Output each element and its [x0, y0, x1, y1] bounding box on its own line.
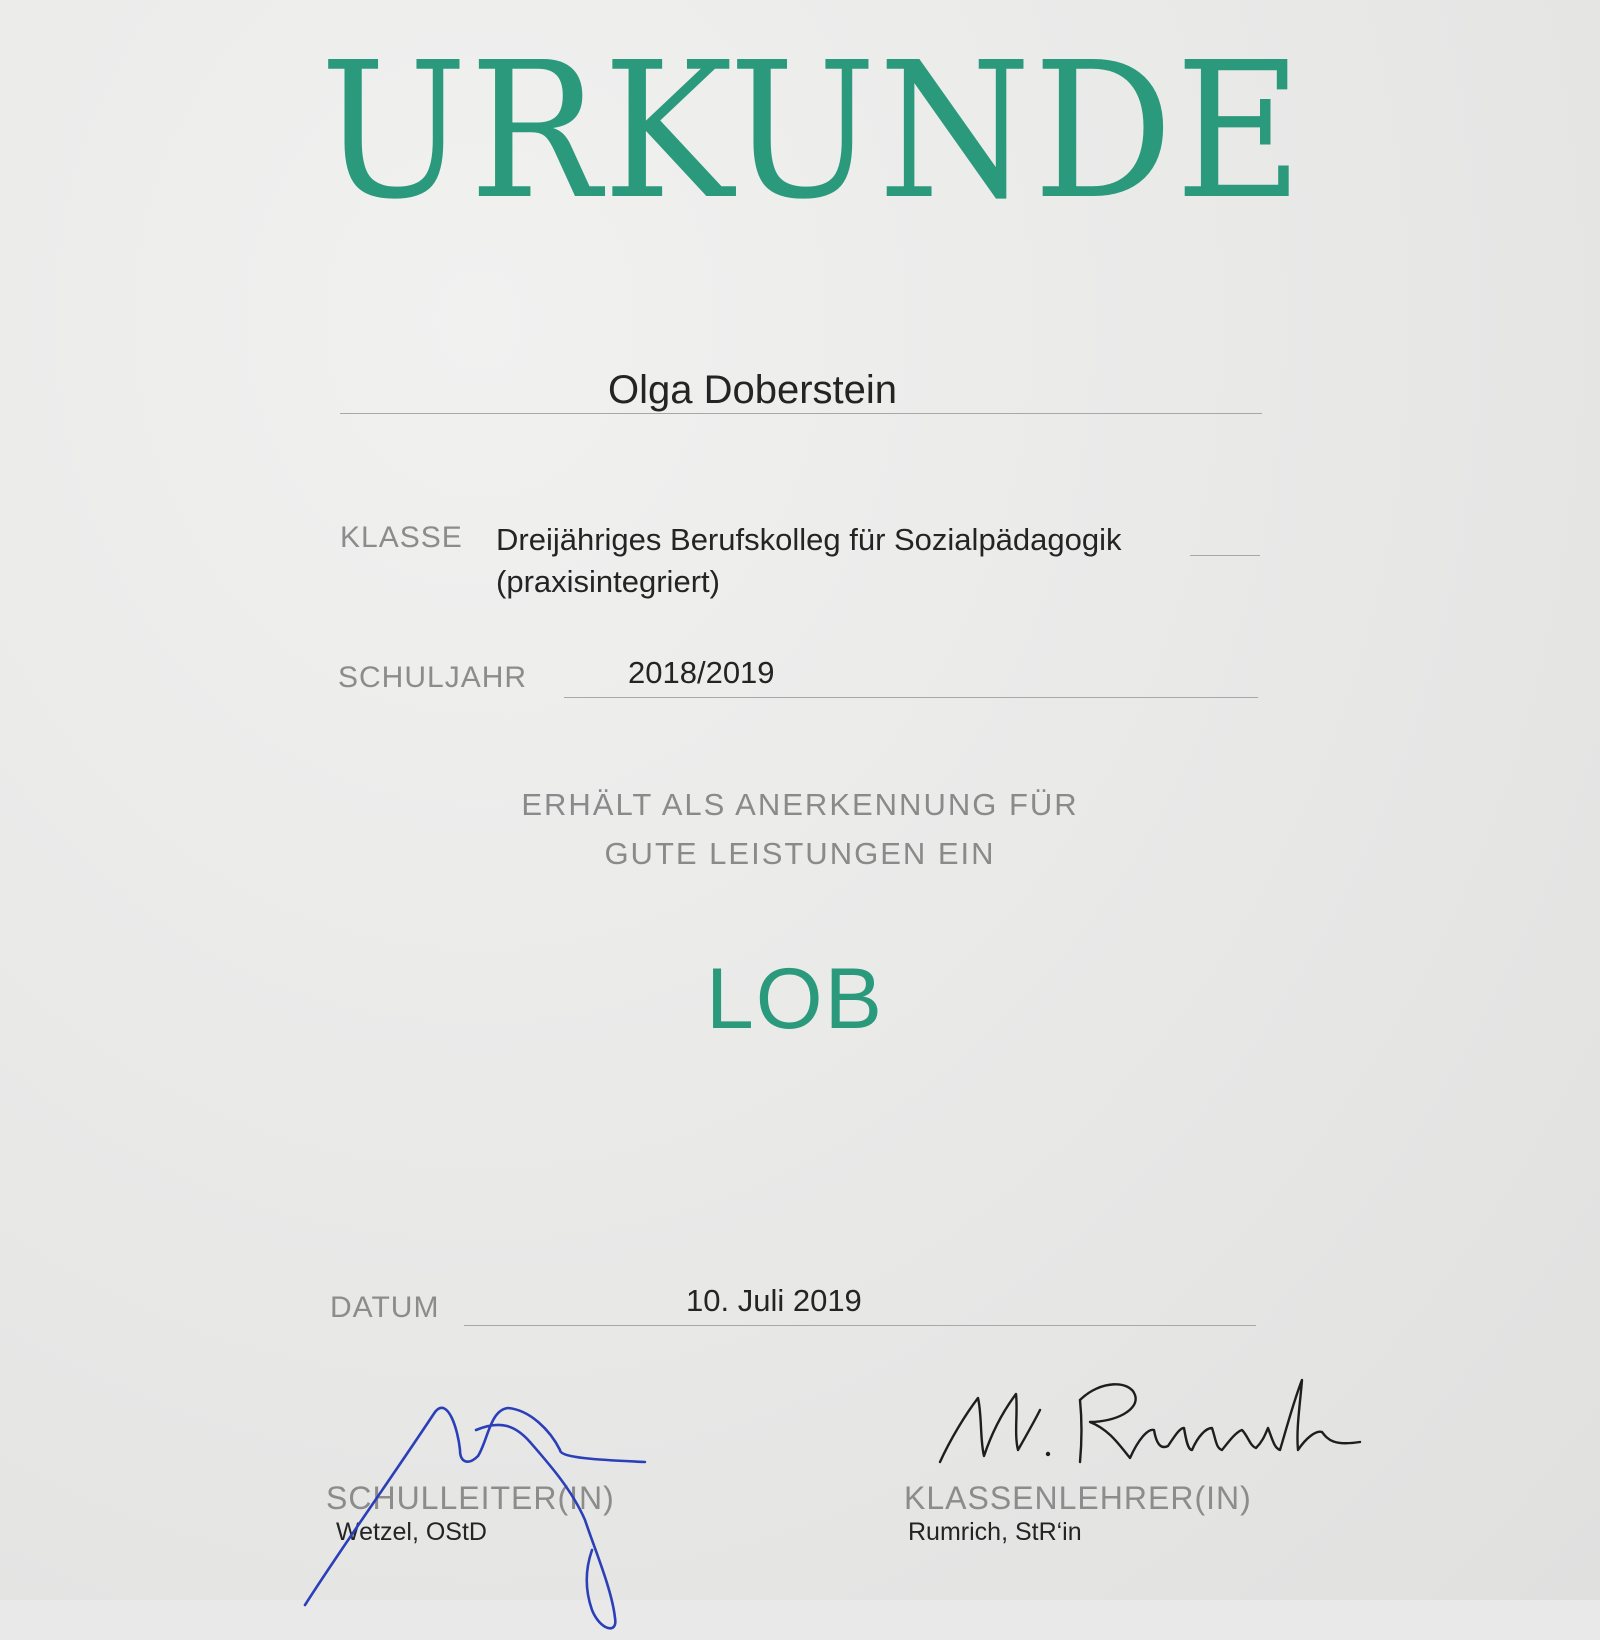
statement-line2: GUTE LEISTUNGEN EIN: [604, 836, 996, 871]
award-title: LOB: [705, 951, 885, 1047]
teacher-label: KLASSENLEHRER(IN): [904, 1480, 1252, 1516]
class-value-line1: Dreijähriges Berufskolleg für Sozialpädagogik: [496, 522, 1122, 557]
date-line: [464, 1325, 1256, 1326]
recipient-name: Olga Doberstein: [608, 368, 898, 412]
year-value: 2018/2019: [628, 655, 775, 690]
principal-name: Wetzel, OStD: [336, 1518, 487, 1546]
class-line: [1190, 555, 1260, 556]
year-line: [564, 697, 1258, 698]
class-value-line2: (praxisintegriert): [496, 564, 720, 599]
year-label: SCHULJAHR: [338, 661, 528, 694]
teacher-signature: [930, 1370, 1390, 1490]
date-value: 10. Juli 2019: [686, 1283, 862, 1318]
class-label: KLASSE: [340, 521, 463, 554]
certificate-title: URKUNDE: [320, 22, 1305, 241]
date-label: DATUM: [330, 1291, 440, 1324]
principal-signature: [300, 1390, 700, 1640]
teacher-name: Rumrich, StR‘in: [908, 1518, 1082, 1546]
principal-label: SCHULLEITER(IN): [326, 1480, 615, 1516]
statement-line1: ERHÄLT ALS ANERKENNUNG FÜR: [521, 787, 1079, 822]
recipient-line: [340, 413, 1262, 414]
